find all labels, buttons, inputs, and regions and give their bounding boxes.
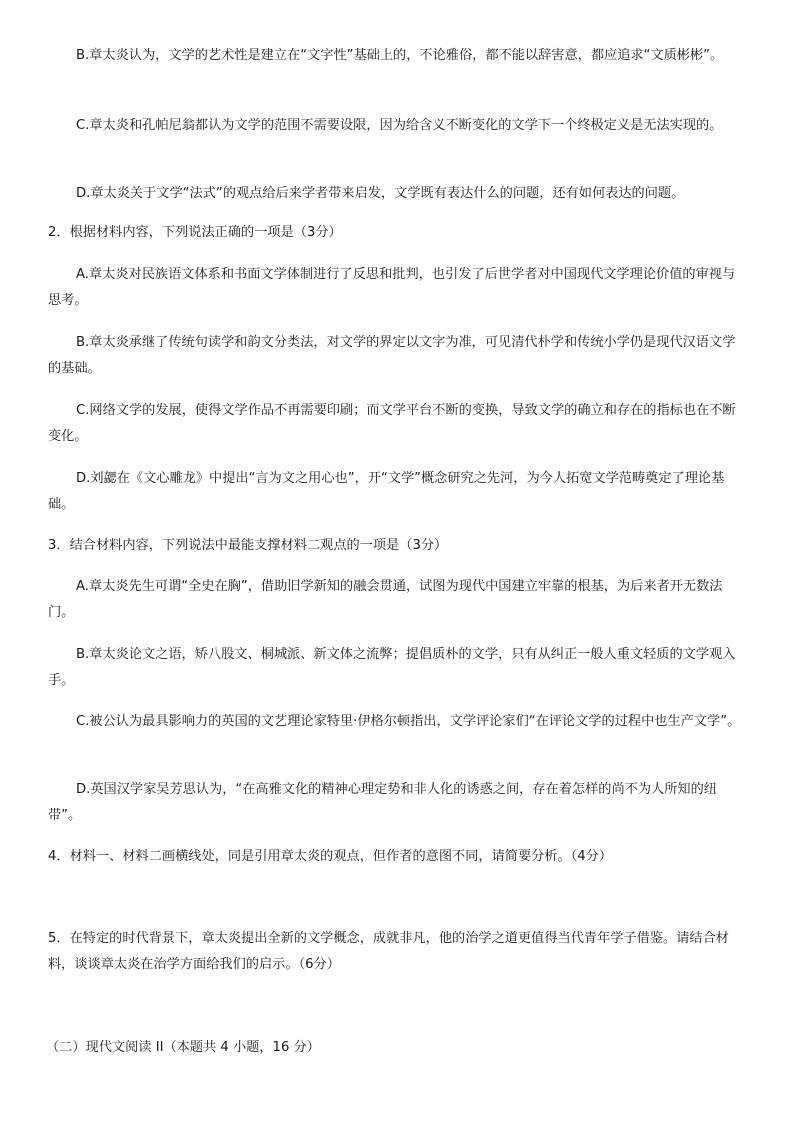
q2-option-c: C.网络文学的发展，使得文学作品不再需要印刷；而文学平台不断的变换，导致文学的确立和存在的指标也在不断变化。 — [48, 403, 736, 444]
section-heading: （二）现代文阅读 II（本题共 4 小题，16 分） — [46, 1040, 320, 1055]
q2-option-d: D.刘勰在《文心雕龙》中提出“言为文之用心也”，开“文学”概念研究之先河，为今人拓宽文学范畴奠定了理论基础。 — [48, 471, 725, 512]
q1-option-b: B.章太炎认为，文学的艺术性是建立在“文字性”基础上的，不论雅俗，都不能以辞害意，都应追求“文质彬彬”。 — [76, 48, 724, 63]
q4-stem: 4．材料一、材料二画横线处，同是引用章太炎的观点，但作者的意图不同，请简要分析。（4分） — [48, 849, 613, 864]
q2-stem: 2．根据材料内容，下列说法正确的一项是（3分） — [48, 225, 342, 240]
q2-option-b: B.章太炎承继了传统句读学和韵文分类法，对文学的界定以文字为准，可见清代朴学和传统小学仍是现代汉语文学的基础。 — [48, 335, 736, 376]
q3-stem: 3．结合材料内容，下列说法中最能支撑材料二观点的一项是（3分） — [48, 538, 448, 553]
q5-stem: 5．在特定的时代背景下，章太炎提出全新的文学概念，成就非凡，他的治学之道更值得当代青年学子借鉴。请结合材料，谈谈章太炎在治学方面给我们的启示。（6分） — [48, 931, 729, 972]
q2-option-a: A.章太炎对民族语文体系和书面文学体制进行了反思和批判，也引发了后世学者对中国现代文学理论价值的审视与思考。 — [48, 267, 736, 308]
q1-option-c: C.章太炎和孔帕尼翁都认为文学的范围不需要设限，因为给含义不断变化的文学下一个终极定义是无法实现的。 — [76, 118, 723, 133]
q3-option-d: D.英国汉学家吴芳思认为，“在高雅文化的精神心理定势和非人化的诱惑之间，存在着怎样的尚不为人所知的纽带”。 — [48, 782, 717, 823]
q3-option-c: C.被公认为最具影响力的英国的文艺理论家特里·伊格尔顿指出，文学评论家们“在评论文学的过程中也生产文学”。 — [76, 714, 741, 729]
q3-option-b: B.章太炎论文之语，矫八股文、桐城派、新文体之流弊；提倡质朴的文学，只有从纠正一般人重文轻质的文学观入手。 — [48, 647, 736, 688]
q1-option-d: D.章太炎关于文学“法式”的观点给后来学者带来启发，文学既有表达什么的问题，还有如何表达的问题。 — [76, 186, 685, 201]
q3-option-a: A.章太炎先生可谓“全史在胸”，借助旧学新知的融会贯通，试图为现代中国建立牢靠的根基，为后来者开无数法门。 — [48, 579, 723, 620]
